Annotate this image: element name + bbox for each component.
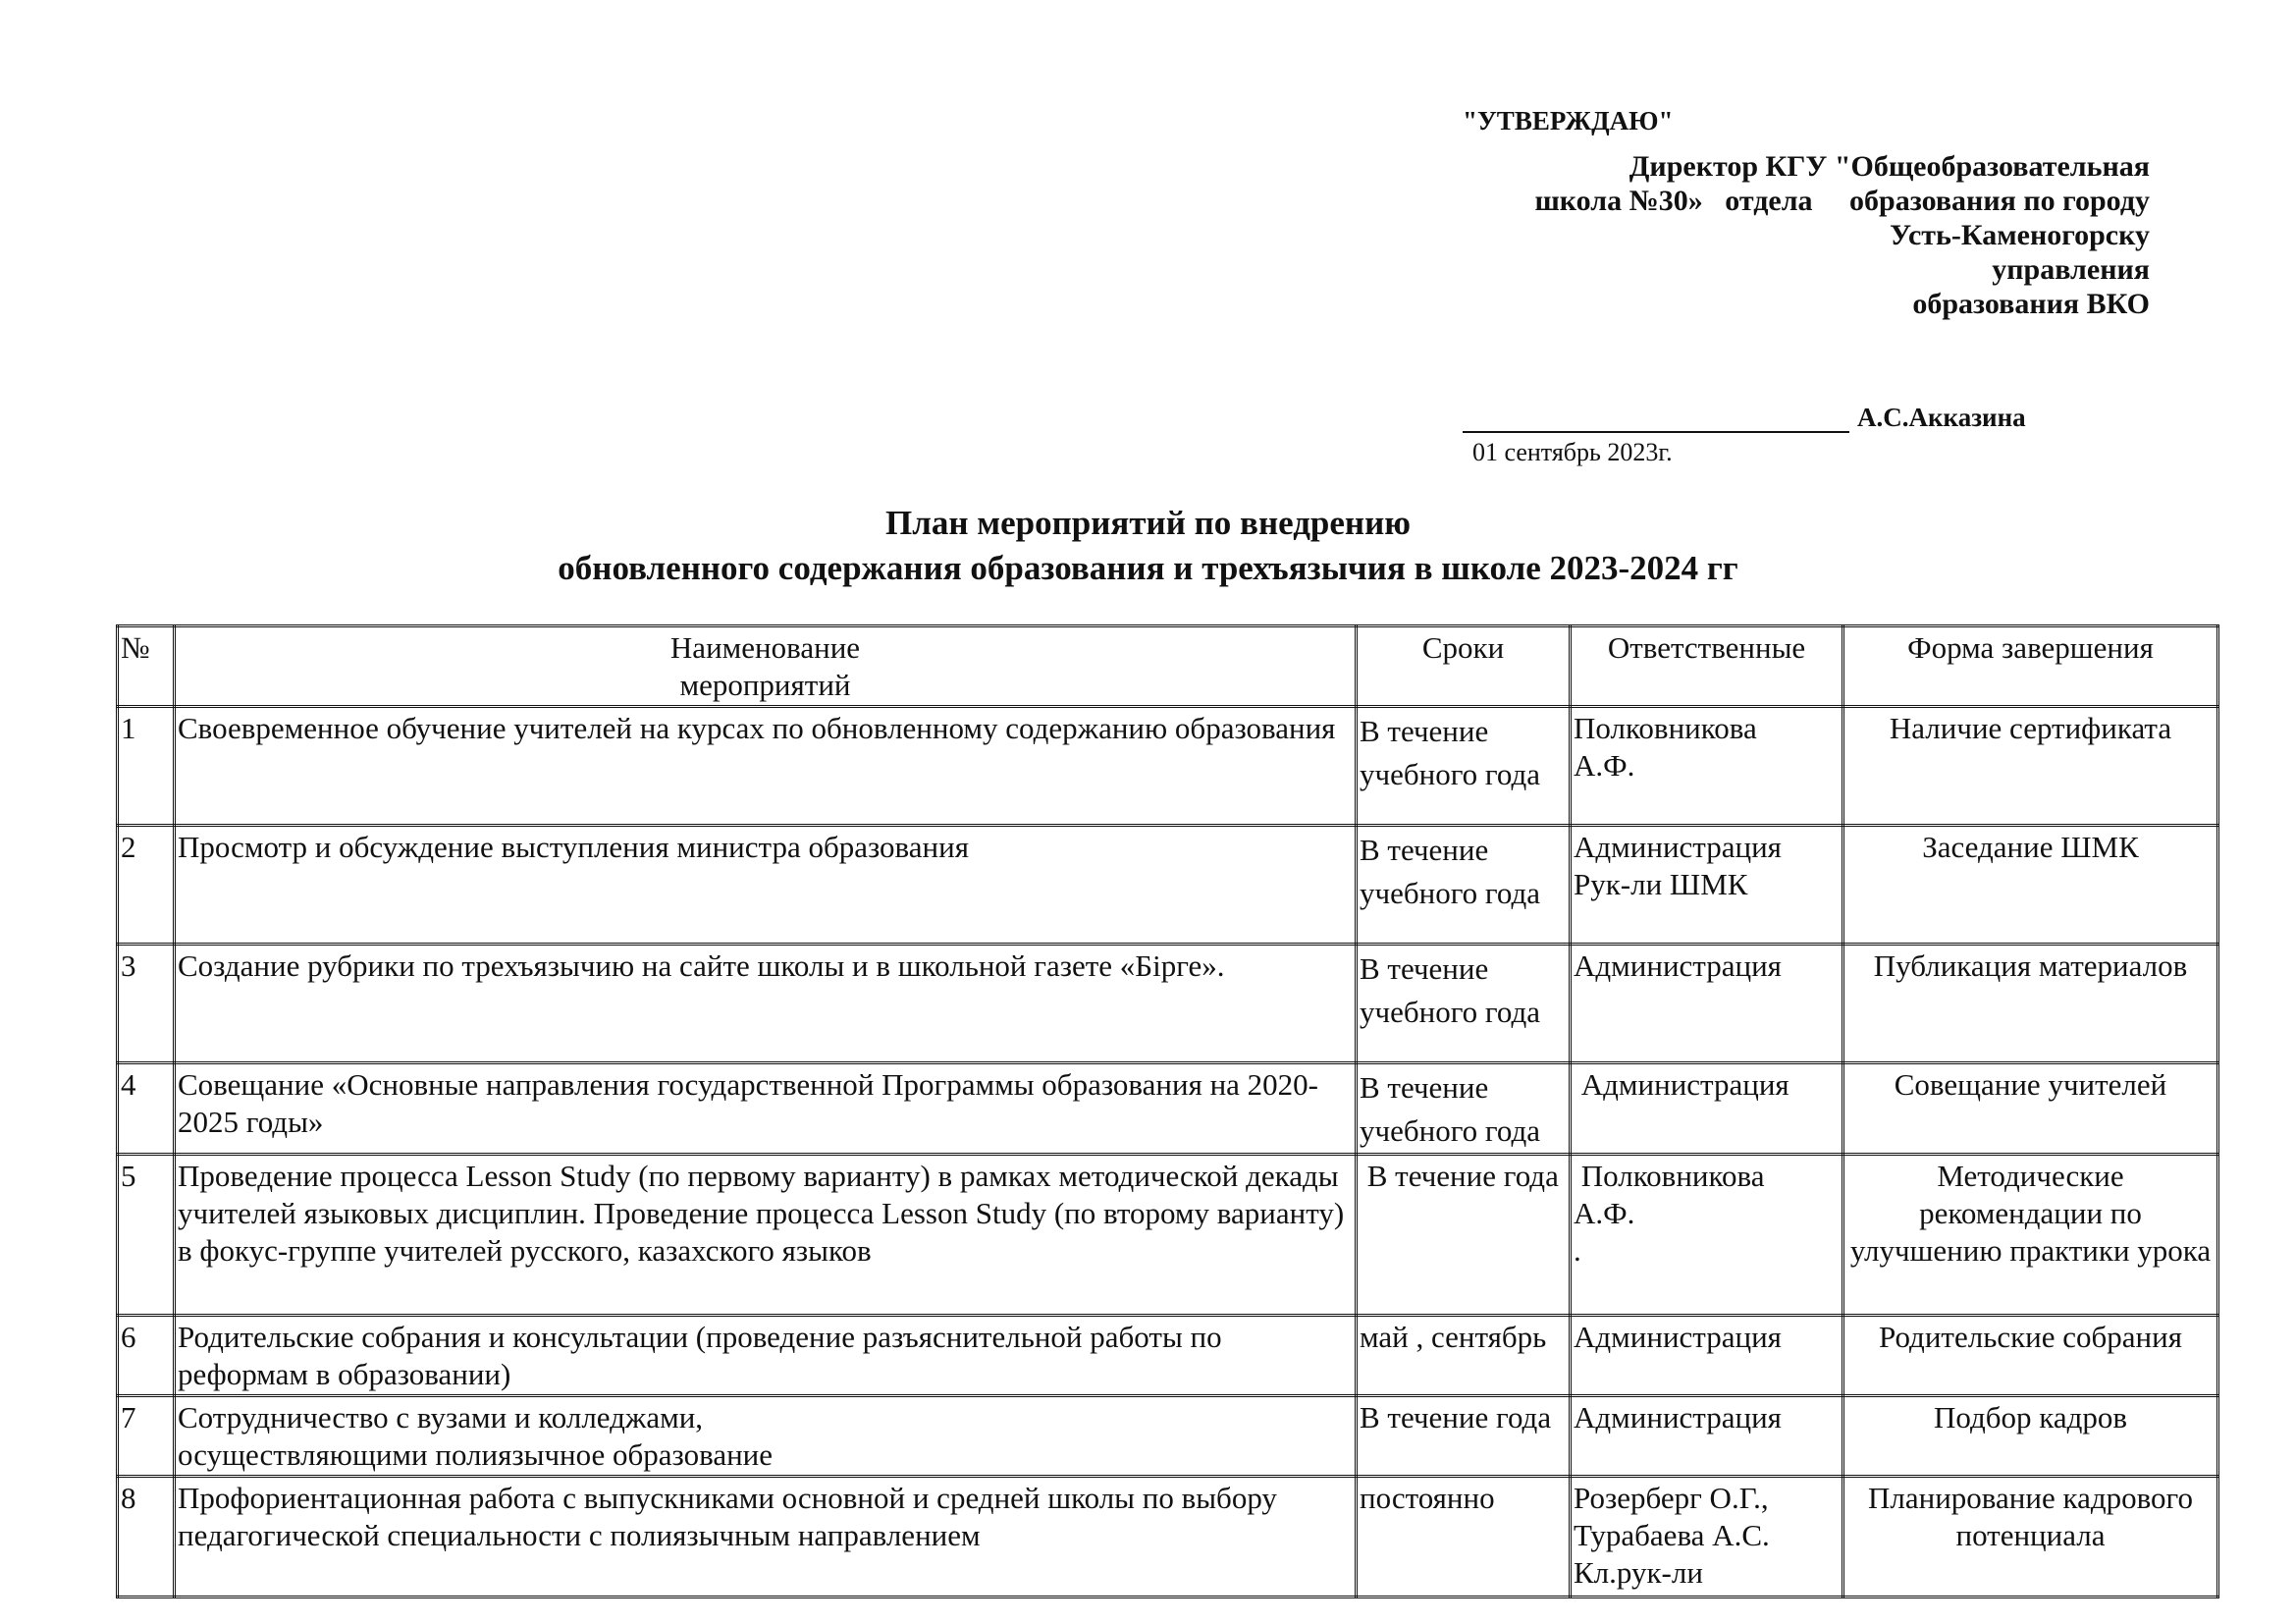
table-header-row <box>118 626 2218 707</box>
signature-block <box>1463 403 2026 433</box>
row-responsible <box>1571 1316 1843 1396</box>
row-responsible <box>1571 707 1843 826</box>
row-num: 1 <box>118 707 175 826</box>
row-responsible <box>1571 1063 1843 1155</box>
row-form: Заседание ШМК <box>1843 826 2218 945</box>
row-name: Проведение процесса Lesson Study (по первому варианту) в рамках методической декады учителей языковых дисциплин. Проведение процесса Lesson Study (по второму варианту) в фокус-группе учителей русского, казахского языков <box>175 1155 1357 1316</box>
approve-label: "УТВЕРЖДАЮ" <box>1463 106 1674 135</box>
row-responsible <box>1571 1396 1843 1477</box>
page-title <box>0 501 2296 591</box>
director-line: Директор КГУ "Общеобразовательная <box>1629 150 2150 183</box>
responsible-line: Администрация <box>1574 1400 1782 1435</box>
table-row <box>118 826 2218 945</box>
header-terms: Сроки <box>1357 626 1571 707</box>
responsible-line: Полковникова <box>1574 711 1757 745</box>
row-form: Родительские собрания <box>1843 1316 2218 1396</box>
responsible-line: Кл.рук-ли <box>1574 1555 1703 1590</box>
header-form: Форма завершения <box>1843 626 2218 707</box>
approval-date: 01 сентябрь 2023г. <box>1472 438 1673 466</box>
responsible-line: Розерберг О.Г., <box>1574 1481 1769 1515</box>
row-num: 4 <box>118 1063 175 1155</box>
responsible-line: Администрация <box>1574 1067 1789 1102</box>
row-form: Публикация материалов <box>1843 945 2218 1063</box>
header-num: № <box>118 626 175 707</box>
responsible-line: Администрация <box>1574 830 1782 864</box>
table-row <box>118 945 2218 1063</box>
row-terms: постоянно <box>1357 1477 1571 1597</box>
row-name: Сотрудничество с вузами и колледжами, осуществляющими полиязычное образование <box>175 1396 1357 1477</box>
row-name: Своевременное обучение учителей на курсах по обновленному содержанию образования <box>175 707 1357 826</box>
responsible-line: Турабаева А.С. <box>1574 1518 1770 1552</box>
row-terms: В течение учебного года <box>1357 826 1571 945</box>
row-num: 3 <box>118 945 175 1063</box>
table-row <box>118 1063 2218 1155</box>
row-name: Профориентационная работа с выпускниками основной и средней школы по выбору педагогической специальности с полиязычным направлением <box>175 1477 1357 1597</box>
row-responsible <box>1571 826 1843 945</box>
title-line-1: План мероприятий по внедрению <box>885 504 1411 542</box>
responsible-line: А.Ф. <box>1574 1196 1635 1230</box>
row-form: Планирование кадрового потенциала <box>1843 1477 2218 1597</box>
row-form: Совещание учителей <box>1843 1063 2218 1155</box>
approval-stamp <box>1463 106 2150 136</box>
responsible-line: Полковникова <box>1574 1159 1765 1193</box>
table-row <box>118 1477 2218 1597</box>
row-num: 7 <box>118 1396 175 1477</box>
responsible-line: Администрация <box>1574 948 1782 983</box>
table-row <box>118 1396 2218 1477</box>
row-responsible <box>1571 1155 1843 1316</box>
row-terms: В течение учебного года <box>1357 945 1571 1063</box>
header-name-line: мероприятий <box>679 668 851 702</box>
row-num: 2 <box>118 826 175 945</box>
responsible-line: А.Ф. <box>1574 748 1635 783</box>
row-num: 5 <box>118 1155 175 1316</box>
director-line: Усть-Каменогорску <box>1890 219 2150 251</box>
signature-name: А.С.Акказина <box>1857 403 2026 432</box>
plan-table <box>116 624 2219 1598</box>
header-name-line: Наименование <box>669 630 861 665</box>
row-form: Подбор кадров <box>1843 1396 2218 1477</box>
table-row <box>118 1316 2218 1396</box>
row-form: Наличие сертификата <box>1843 707 2218 826</box>
row-terms: В течение года <box>1357 1396 1571 1477</box>
row-responsible <box>1571 1477 1843 1597</box>
responsible-line: . <box>1574 1233 1581 1268</box>
responsible-line: Рук-ли ШМК <box>1574 867 1748 901</box>
row-responsible <box>1571 945 1843 1063</box>
row-name: Просмотр и обсуждение выступления министра образования <box>175 826 1357 945</box>
responsible-line: Администрация <box>1574 1320 1782 1354</box>
table-row <box>118 1155 2218 1316</box>
row-name: Создание рубрики по трехъязычию на сайте школы и в школьной газете «Бірге». <box>175 945 1357 1063</box>
row-form: Методические рекомендации по улучшению практики урока <box>1843 1155 2218 1316</box>
row-terms: В течение учебного года <box>1357 707 1571 826</box>
director-line: школа №30» отдела образования по городу <box>1534 185 2150 217</box>
row-name: Родительские собрания и консультации (проведение разъяснительной работы по реформам в образовании) <box>175 1316 1357 1396</box>
table-row <box>118 707 2218 826</box>
row-terms: май , сентябрь <box>1357 1316 1571 1396</box>
row-num: 8 <box>118 1477 175 1597</box>
signature-line <box>1463 409 1849 433</box>
header-responsible: Ответственные <box>1571 626 1843 707</box>
director-line: образования ВКО <box>1912 288 2150 320</box>
row-terms: В течение учебного года <box>1357 1063 1571 1155</box>
row-name: Совещание «Основные направления государственной Программы образования на 2020-2025 годы» <box>175 1063 1357 1155</box>
director-block <box>1414 149 2150 321</box>
title-line-2: обновленного содержания образования и трехъязычия в школе 2023-2024 гг <box>558 549 1738 587</box>
row-terms: В течение года <box>1357 1155 1571 1316</box>
header-name <box>175 626 1357 707</box>
row-num: 6 <box>118 1316 175 1396</box>
director-line: управления <box>1992 253 2150 286</box>
